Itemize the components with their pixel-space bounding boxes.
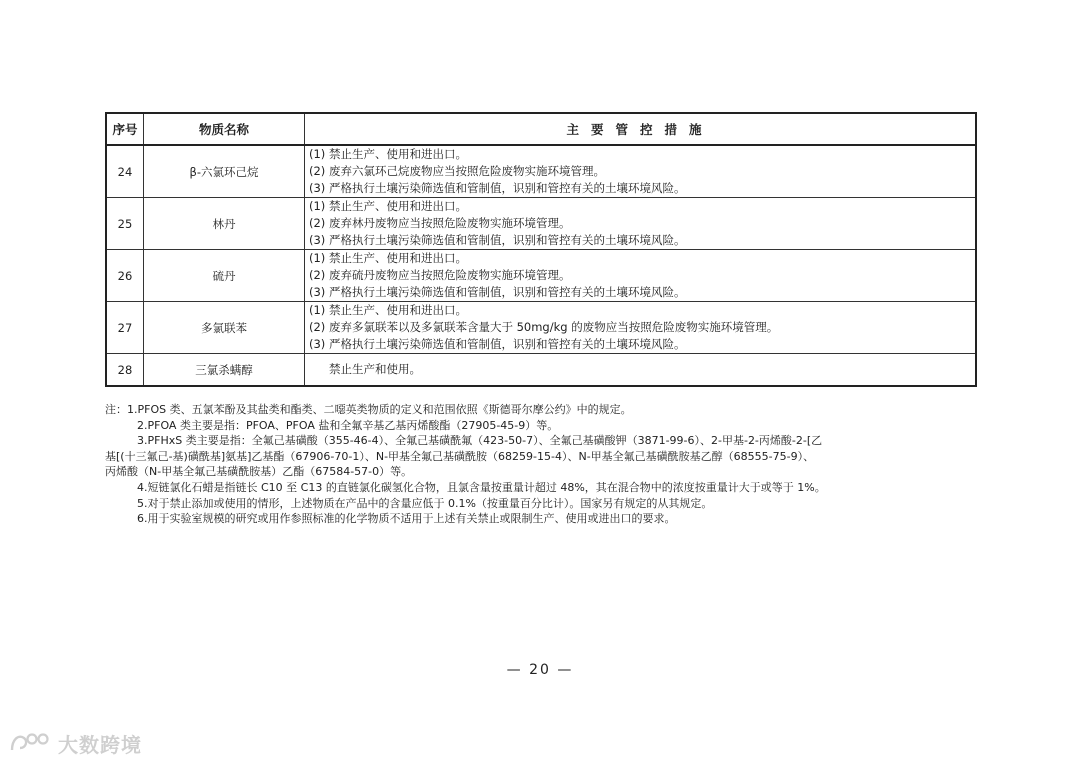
row-name: 三氯杀螨醇 bbox=[144, 354, 305, 387]
note-6: 6.用于实验室规模的研究或用作参照标准的化学物质不适用于上述有关禁止或限制生产、使用或进出口的要求。 bbox=[137, 512, 676, 526]
measure-line: (2) 废弃多氯联苯以及多氯联苯含量大于 50mg/kg 的废物应当按照危险废物实施环境管理。 bbox=[309, 320, 779, 334]
watermark-text: 大数跨境 bbox=[58, 732, 142, 757]
page-number: — 20 — bbox=[506, 662, 574, 678]
row-no: 26 bbox=[106, 250, 144, 302]
row-name: 林丹 bbox=[144, 198, 305, 250]
note-1: 注：1.PFOS 类、五氯苯酚及其盐类和酯类、二噁英类物质的定义和范围依照《斯德哥尔摩公约》中的规定。 bbox=[105, 403, 632, 416]
note-3-cont: 丙烯酸（N-甲基全氟己基磺酰胺基）乙酯（67584-57-0）等。 bbox=[105, 465, 413, 479]
note-5: 5.对于禁止添加或使用的情形，上述物质在产品中的含量应低于 0.1%（按重量百分比计）。国家另有规定的从其规定。 bbox=[137, 496, 713, 510]
row-measures bbox=[305, 145, 977, 198]
header-measures: 主要管控措施 bbox=[305, 113, 977, 145]
row-no: 24 bbox=[106, 145, 144, 198]
table-row bbox=[106, 250, 976, 302]
row-measures bbox=[305, 302, 977, 354]
header-no: 序号 bbox=[106, 113, 144, 145]
measure-line: (1) 禁止生产、使用和进出口。 bbox=[309, 303, 467, 317]
watermark bbox=[8, 728, 142, 758]
row-name: 硫丹 bbox=[144, 250, 305, 302]
measure-line: (2) 废弃硫丹废物应当按照危险废物实施环境管理。 bbox=[309, 268, 571, 282]
table-row bbox=[106, 354, 976, 387]
row-measures bbox=[305, 250, 977, 302]
row-no: 27 bbox=[106, 302, 144, 354]
measure-line: (3) 严格执行土壤污染筛选值和管制值，识别和管控有关的土壤环境风险。 bbox=[309, 181, 686, 195]
table-row bbox=[106, 302, 976, 354]
header-name: 物质名称 bbox=[144, 113, 305, 145]
table-row bbox=[106, 198, 976, 250]
control-measures-table bbox=[105, 112, 977, 387]
measure-line: 禁止生产和使用。 bbox=[329, 362, 421, 376]
measure-line: (2) 废弃林丹废物应当按照危险废物实施环境管理。 bbox=[309, 216, 571, 230]
table-header-row bbox=[106, 113, 976, 145]
row-measures bbox=[305, 354, 977, 387]
row-measures bbox=[305, 198, 977, 250]
row-name: β-六氯环己烷 bbox=[144, 145, 305, 198]
measure-line: (1) 禁止生产、使用和进出口。 bbox=[309, 199, 467, 213]
measure-line: (1) 禁止生产、使用和进出口。 bbox=[309, 147, 467, 161]
measure-line: (1) 禁止生产、使用和进出口。 bbox=[309, 251, 467, 265]
row-no: 28 bbox=[106, 354, 144, 387]
brand-logo-icon bbox=[8, 730, 52, 756]
note-3-cont: 基[(十三氟己-基)磺酰基]氨基]乙基酯（67906-70-1）、N-甲基全氟己基磺酰胺（68259-15-4）、N-甲基全氟己基磺酰胺基乙醇（68555-75-9）、 bbox=[105, 449, 815, 463]
table-notes bbox=[105, 402, 975, 527]
table-row bbox=[106, 145, 976, 198]
row-name: 多氯联苯 bbox=[144, 302, 305, 354]
measure-line: (2) 废弃六氯环己烷废物应当按照危险废物实施环境管理。 bbox=[309, 164, 605, 178]
note-4: 4.短链氯化石蜡是指链长 C10 至 C13 的直链氯化碳氢化合物，且氯含量按重量计超过 48%，其在混合物中的浓度按重量计大于或等于 1%。 bbox=[137, 480, 826, 494]
note-2: 2.PFOA 类主要是指：PFOA、PFOA 盐和全氟辛基乙基丙烯酸酯（27905-45-9）等。 bbox=[137, 418, 559, 432]
note-3: 3.PFHxS 类主要是指：全氟己基磺酸（355-46-4）、全氟己基磺酰氟（423-50-7）、全氟己基磺酸钾（3871-99-6）、2-甲基-2-丙烯酸-2-[乙 bbox=[137, 434, 823, 448]
measure-line: (3) 严格执行土壤污染筛选值和管制值，识别和管控有关的土壤环境风险。 bbox=[309, 285, 686, 299]
measure-line: (3) 严格执行土壤污染筛选值和管制值，识别和管控有关的土壤环境风险。 bbox=[309, 337, 686, 351]
measure-line: (3) 严格执行土壤污染筛选值和管制值，识别和管控有关的土壤环境风险。 bbox=[309, 233, 686, 247]
row-no: 25 bbox=[106, 198, 144, 250]
